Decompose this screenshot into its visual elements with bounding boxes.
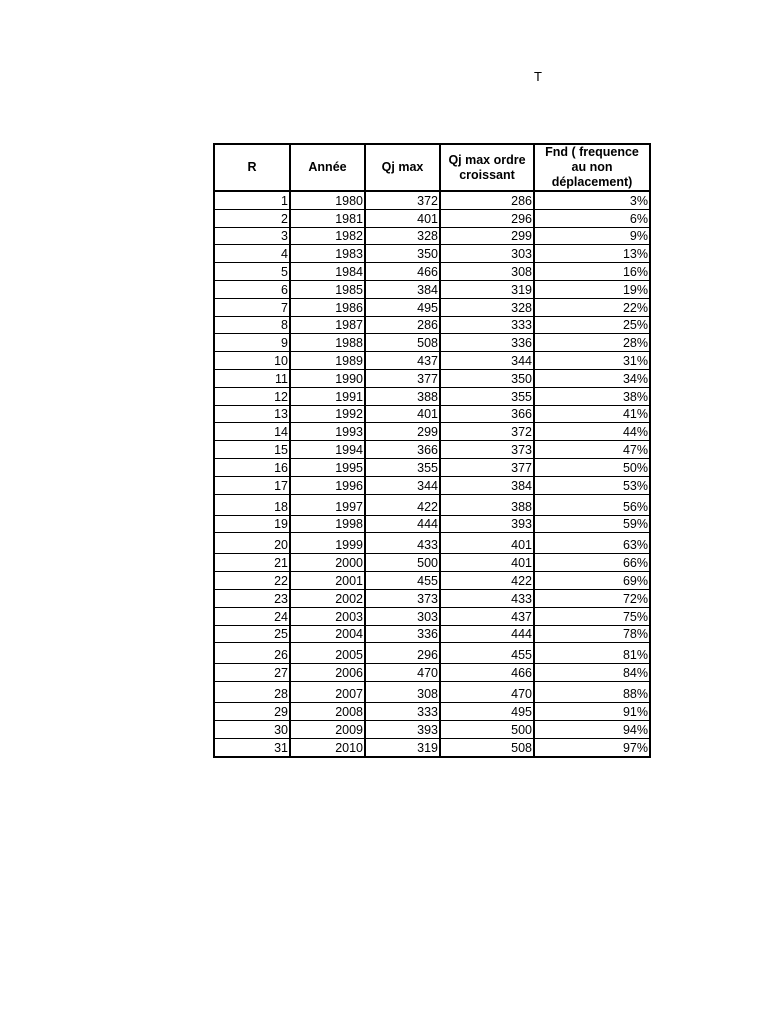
header-year: Année [290,144,365,191]
cell-rank: 7 [214,298,290,316]
cell-year: 2004 [290,625,365,643]
frequency-table [213,143,651,758]
cell-fnd: 94% [534,720,650,738]
cell-rank: 11 [214,369,290,387]
cell-year: 2002 [290,589,365,607]
cell-year: 1996 [290,476,365,494]
header-rank: R [214,144,290,191]
cell-year: 2006 [290,664,365,682]
cell-qj-max: 508 [365,334,440,352]
cell-fnd: 91% [534,703,650,721]
cell-qj-max-sorted: 508 [440,738,534,756]
cell-fnd: 53% [534,476,650,494]
cell-rank: 31 [214,738,290,756]
cell-year: 2000 [290,554,365,572]
cell-qj-max-sorted: 377 [440,458,534,476]
cell-rank: 10 [214,352,290,370]
table-row [214,280,650,298]
table-row [214,682,650,703]
cell-qj-max-sorted: 455 [440,643,534,664]
cell-fnd: 59% [534,515,650,533]
cell-qj-max: 308 [365,682,440,703]
cell-qj-max-sorted: 466 [440,664,534,682]
table-row [214,738,650,756]
header-qj-max-sorted: Qj max ordre croissant [440,144,534,191]
cell-rank: 13 [214,405,290,423]
cell-qj-max-sorted: 384 [440,476,534,494]
cell-rank: 14 [214,423,290,441]
cell-rank: 25 [214,625,290,643]
cell-fnd: 3% [534,191,650,209]
cell-rank: 22 [214,572,290,590]
table-row [214,334,650,352]
table-row [214,607,650,625]
cell-rank: 9 [214,334,290,352]
table-row [214,476,650,494]
cell-fnd: 66% [534,554,650,572]
cell-fnd: 75% [534,607,650,625]
cell-qj-max-sorted: 355 [440,387,534,405]
cell-qj-max: 333 [365,703,440,721]
cell-qj-max: 319 [365,738,440,756]
cell-year: 1985 [290,280,365,298]
cell-year: 2007 [290,682,365,703]
table-row [214,458,650,476]
cell-fnd: 97% [534,738,650,756]
cell-rank: 16 [214,458,290,476]
cell-rank: 19 [214,515,290,533]
cell-rank: 23 [214,589,290,607]
cell-qj-max: 286 [365,316,440,334]
cell-fnd: 78% [534,625,650,643]
cell-fnd: 28% [534,334,650,352]
cell-year: 1997 [290,494,365,515]
header-fnd: Fnd ( frequence au non déplacement) [534,144,650,191]
cell-qj-max-sorted: 495 [440,703,534,721]
cell-qj-max: 466 [365,263,440,281]
cell-qj-max-sorted: 336 [440,334,534,352]
cell-qj-max: 500 [365,554,440,572]
cell-year: 1987 [290,316,365,334]
cell-qj-max-sorted: 303 [440,245,534,263]
cell-qj-max-sorted: 444 [440,625,534,643]
cell-qj-max: 401 [365,209,440,227]
cell-year: 1993 [290,423,365,441]
table-row [214,405,650,423]
cell-qj-max: 495 [365,298,440,316]
cell-year: 1998 [290,515,365,533]
cell-year: 1986 [290,298,365,316]
cell-qj-max: 328 [365,227,440,245]
cell-qj-max-sorted: 286 [440,191,534,209]
cell-qj-max: 299 [365,423,440,441]
cell-fnd: 81% [534,643,650,664]
cell-qj-max-sorted: 344 [440,352,534,370]
cell-fnd: 63% [534,533,650,554]
cell-year: 1999 [290,533,365,554]
cell-rank: 6 [214,280,290,298]
cell-fnd: 34% [534,369,650,387]
table-row [214,643,650,664]
cell-qj-max-sorted: 433 [440,589,534,607]
cell-qj-max: 373 [365,589,440,607]
cell-fnd: 22% [534,298,650,316]
cell-fnd: 72% [534,589,650,607]
cell-year: 1991 [290,387,365,405]
cell-qj-max: 303 [365,607,440,625]
cell-qj-max: 444 [365,515,440,533]
cell-qj-max-sorted: 319 [440,280,534,298]
cell-rank: 29 [214,703,290,721]
cell-qj-max-sorted: 372 [440,423,534,441]
cell-qj-max-sorted: 373 [440,441,534,459]
cell-rank: 2 [214,209,290,227]
cell-year: 1984 [290,263,365,281]
cell-fnd: 6% [534,209,650,227]
cell-fnd: 41% [534,405,650,423]
cell-rank: 8 [214,316,290,334]
table-row [214,554,650,572]
cell-qj-max-sorted: 500 [440,720,534,738]
header-qj-max: Qj max [365,144,440,191]
cell-fnd: 44% [534,423,650,441]
table-row [214,625,650,643]
cell-qj-max-sorted: 308 [440,263,534,281]
cell-qj-max-sorted: 296 [440,209,534,227]
cell-qj-max: 422 [365,494,440,515]
cell-qj-max: 372 [365,191,440,209]
table-row [214,533,650,554]
cell-fnd: 88% [534,682,650,703]
cell-qj-max: 355 [365,458,440,476]
cell-qj-max: 377 [365,369,440,387]
cell-rank: 27 [214,664,290,682]
cell-fnd: 47% [534,441,650,459]
cell-year: 1983 [290,245,365,263]
table-row [214,441,650,459]
cell-qj-max-sorted: 366 [440,405,534,423]
cell-fnd: 38% [534,387,650,405]
cell-rank: 17 [214,476,290,494]
cell-qj-max-sorted: 388 [440,494,534,515]
cell-qj-max: 350 [365,245,440,263]
cell-rank: 3 [214,227,290,245]
cell-qj-max: 470 [365,664,440,682]
cell-qj-max-sorted: 299 [440,227,534,245]
cell-qj-max-sorted: 401 [440,533,534,554]
cell-fnd: 50% [534,458,650,476]
cell-qj-max-sorted: 401 [440,554,534,572]
cell-rank: 12 [214,387,290,405]
cell-qj-max: 296 [365,643,440,664]
cell-qj-max-sorted: 437 [440,607,534,625]
cell-year: 2001 [290,572,365,590]
cell-fnd: 84% [534,664,650,682]
cell-rank: 20 [214,533,290,554]
cell-year: 2009 [290,720,365,738]
cell-year: 1990 [290,369,365,387]
cell-fnd: 31% [534,352,650,370]
cell-year: 1980 [290,191,365,209]
cell-rank: 30 [214,720,290,738]
table-row [214,227,650,245]
cell-qj-max: 388 [365,387,440,405]
cell-qj-max: 455 [365,572,440,590]
table-row [214,316,650,334]
cell-fnd: 13% [534,245,650,263]
table-row [214,720,650,738]
corner-mark: T [534,69,542,84]
table-row [214,209,650,227]
table-row [214,245,650,263]
header-row [214,144,650,191]
table-row [214,703,650,721]
table-row [214,572,650,590]
cell-rank: 4 [214,245,290,263]
cell-rank: 5 [214,263,290,281]
cell-qj-max-sorted: 470 [440,682,534,703]
table-row [214,369,650,387]
table-row [214,352,650,370]
cell-qj-max: 433 [365,533,440,554]
cell-qj-max-sorted: 393 [440,515,534,533]
table-row [214,589,650,607]
cell-qj-max: 401 [365,405,440,423]
cell-fnd: 9% [534,227,650,245]
cell-qj-max: 366 [365,441,440,459]
cell-rank: 28 [214,682,290,703]
cell-qj-max: 437 [365,352,440,370]
table-row [214,263,650,281]
cell-qj-max: 344 [365,476,440,494]
cell-year: 2008 [290,703,365,721]
cell-rank: 15 [214,441,290,459]
cell-rank: 24 [214,607,290,625]
cell-year: 1992 [290,405,365,423]
table-body [214,191,650,757]
cell-rank: 21 [214,554,290,572]
table-row [214,494,650,515]
table-row [214,664,650,682]
cell-qj-max-sorted: 333 [440,316,534,334]
cell-fnd: 16% [534,263,650,281]
cell-qj-max-sorted: 328 [440,298,534,316]
table-row [214,423,650,441]
cell-rank: 26 [214,643,290,664]
cell-year: 1995 [290,458,365,476]
cell-fnd: 69% [534,572,650,590]
table-row [214,515,650,533]
cell-year: 1982 [290,227,365,245]
cell-qj-max: 384 [365,280,440,298]
cell-qj-max-sorted: 422 [440,572,534,590]
cell-rank: 18 [214,494,290,515]
cell-year: 2003 [290,607,365,625]
table-row [214,387,650,405]
cell-qj-max: 393 [365,720,440,738]
cell-fnd: 19% [534,280,650,298]
cell-fnd: 56% [534,494,650,515]
table-row [214,191,650,209]
cell-year: 2010 [290,738,365,756]
cell-year: 1981 [290,209,365,227]
cell-year: 1994 [290,441,365,459]
cell-qj-max: 336 [365,625,440,643]
cell-year: 2005 [290,643,365,664]
cell-rank: 1 [214,191,290,209]
table-row [214,298,650,316]
cell-year: 1989 [290,352,365,370]
cell-year: 1988 [290,334,365,352]
cell-fnd: 25% [534,316,650,334]
cell-qj-max-sorted: 350 [440,369,534,387]
